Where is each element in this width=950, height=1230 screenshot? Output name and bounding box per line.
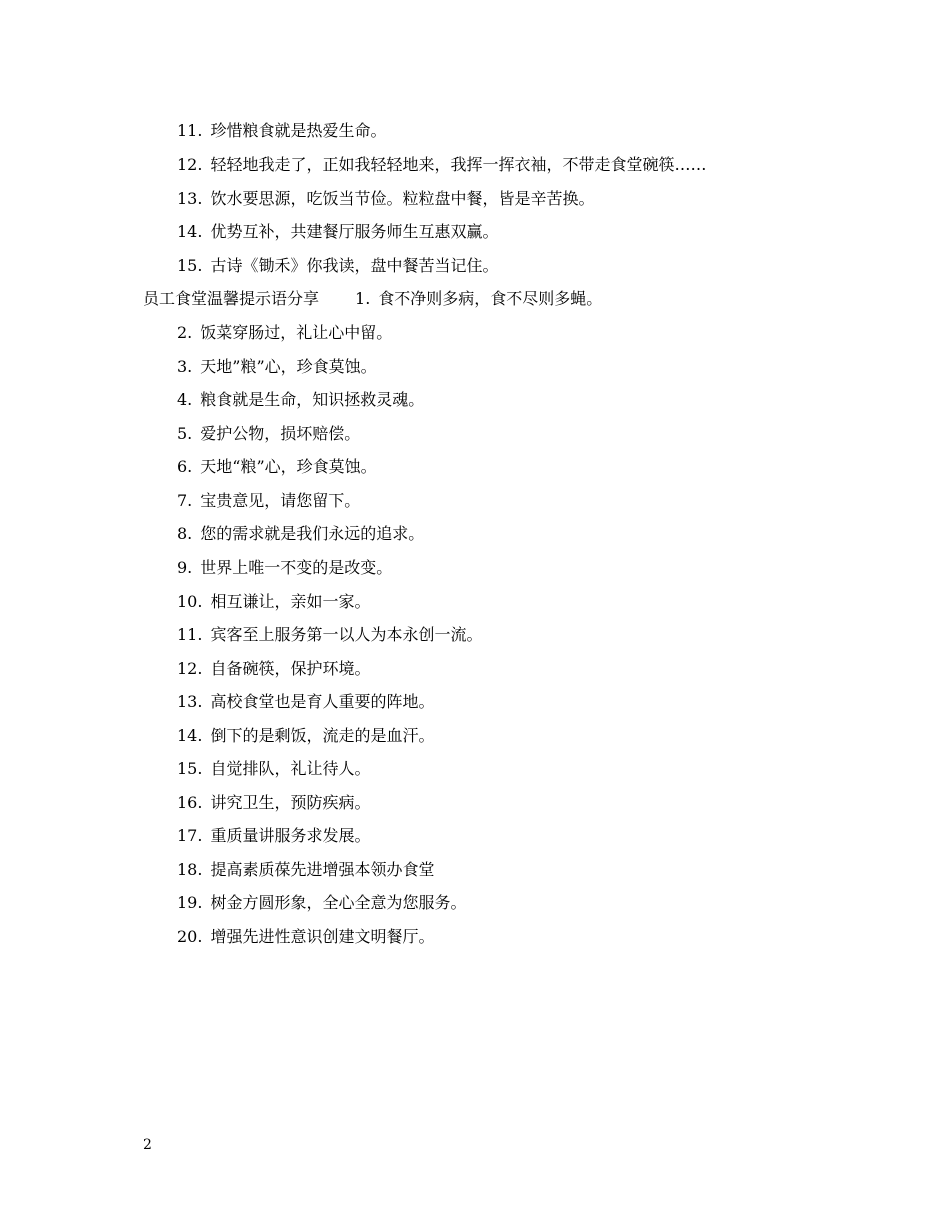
item-text: 自备碗筷，保护环境。	[210, 659, 371, 678]
item-text: 古诗《锄禾》你我读，盘中餐苦当记住。	[210, 256, 499, 275]
list-item	[177, 155, 706, 175]
item-number: 5.	[177, 424, 193, 443]
item-number: 14.	[177, 222, 203, 241]
item-text: 您的需求就是我们永远的追求。	[200, 524, 425, 543]
list-item	[177, 189, 594, 209]
list-item	[177, 793, 370, 813]
item-text: 粮食就是生命，知识拯救灵魂。	[200, 390, 425, 409]
list-item	[177, 592, 370, 612]
item-text: 饮水要思源，吃饭当节俭。粒粒盘中餐，皆是辛苦换。	[210, 189, 595, 208]
item-number: 8.	[177, 524, 193, 543]
item-text: 倒下的是剩饭，流走的是血汗。	[210, 726, 435, 745]
item-number: 2.	[177, 323, 193, 342]
list-item	[177, 558, 392, 578]
item-number: 14.	[177, 726, 203, 745]
item-number: 11.	[177, 625, 203, 644]
list-item	[177, 222, 498, 242]
item-text: 提高素质葆先进增强本领办食堂	[210, 860, 435, 879]
item-number: 6.	[177, 457, 193, 476]
item-text: 宝贵意见，请您留下。	[200, 491, 361, 510]
list-item	[177, 491, 360, 511]
item-text: 饭菜穿肠过，礼让心中留。	[200, 323, 393, 342]
item-text: 高校食堂也是育人重要的阵地。	[210, 692, 435, 711]
list-item	[177, 726, 434, 746]
item-number: 4.	[177, 390, 193, 409]
item-number: 16.	[177, 793, 203, 812]
item-text: 天地”粮”心，珍食莫蚀。	[200, 357, 377, 376]
item-text: 宾客至上服务第一以人为本永创一流。	[210, 625, 483, 644]
item-text: 重质量讲服务求发展。	[210, 826, 371, 845]
item-text: 轻轻地我走了，正如我轻轻地来，我挥一挥衣袖，不带走食堂碗筷……	[210, 155, 707, 174]
item-text: 相互谦让，亲如一家。	[210, 592, 371, 611]
item-number: 3.	[177, 357, 193, 376]
list-item	[177, 927, 434, 947]
item-number: 20.	[177, 927, 203, 946]
item-text: 食不净则多病，食不尽则多蝇。	[378, 289, 603, 308]
item-number: 10.	[177, 592, 203, 611]
item-text: 讲究卫生，预防疾病。	[210, 793, 371, 812]
page-number: 2	[143, 1137, 152, 1153]
item-number: 1.	[355, 289, 371, 308]
item-number: 12.	[177, 659, 203, 678]
list-item	[177, 625, 482, 645]
list-item	[177, 826, 370, 846]
list-item	[177, 524, 424, 544]
item-number: 15.	[177, 256, 203, 275]
list-item	[177, 424, 360, 444]
list-item	[177, 457, 377, 477]
section-heading-line	[143, 289, 602, 309]
item-number: 7.	[177, 491, 193, 510]
item-number: 17.	[177, 826, 203, 845]
item-text: 优势互补，共建餐厅服务师生互惠双赢。	[210, 222, 499, 241]
list-item	[177, 659, 370, 679]
item-text: 树金方圆形象，全心全意为您服务。	[210, 893, 467, 912]
item-number: 13.	[177, 692, 203, 711]
item-text: 爱护公物，损坏赔偿。	[200, 424, 361, 443]
item-number: 19.	[177, 893, 203, 912]
item-number: 12.	[177, 155, 203, 174]
item-text: 珍惜粮食就是热爱生命。	[210, 121, 387, 140]
section-heading: 员工食堂温馨提示语分享	[143, 289, 320, 308]
list-item	[177, 893, 466, 913]
list-item	[177, 692, 434, 712]
item-number: 11.	[177, 121, 203, 140]
list-item	[177, 759, 370, 779]
list-item	[177, 357, 377, 377]
list-item	[177, 323, 392, 343]
list-item	[177, 390, 424, 410]
item-text: 自觉排队，礼让待人。	[210, 759, 371, 778]
item-text: 天地“粮”心，珍食莫蚀。	[200, 457, 377, 476]
item-number: 15.	[177, 759, 203, 778]
list-item	[177, 256, 498, 276]
item-number: 13.	[177, 189, 203, 208]
list-item	[177, 121, 386, 141]
list-item	[177, 860, 434, 880]
item-text: 世界上唯一不变的是改变。	[200, 558, 393, 577]
item-number: 9.	[177, 558, 193, 577]
item-text: 增强先进性意识创建文明餐厅。	[210, 927, 435, 946]
item-number: 18.	[177, 860, 203, 879]
